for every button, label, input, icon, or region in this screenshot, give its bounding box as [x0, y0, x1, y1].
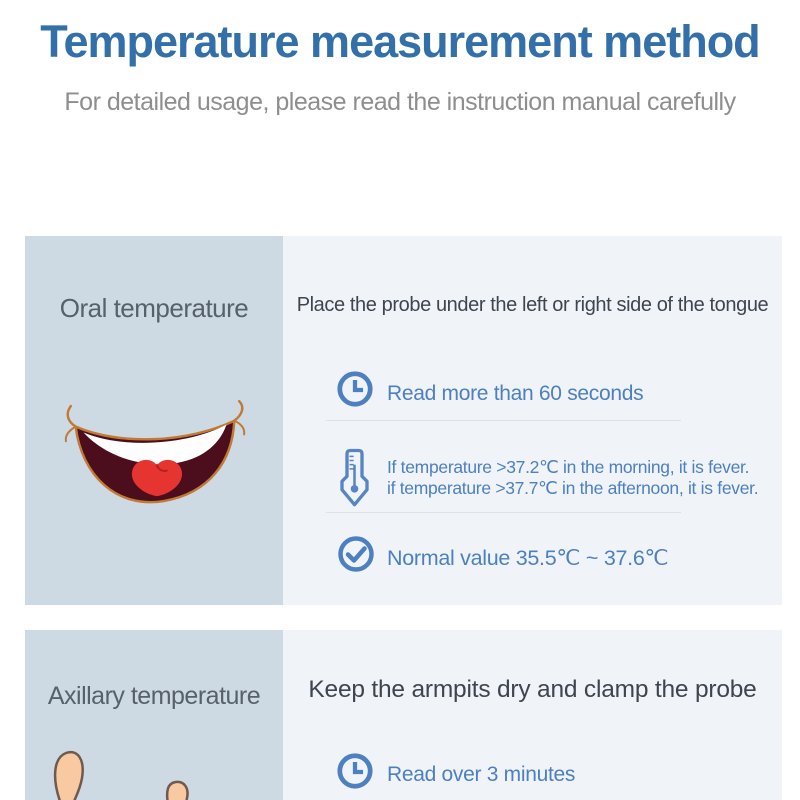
oral-instructions-panel	[283, 236, 782, 605]
axillary-tip-read-time: Read over 3 minutes	[387, 763, 576, 786]
section-axillary-temperature	[25, 630, 782, 800]
page-title: Temperature measurement method	[40, 16, 760, 67]
clock-icon	[336, 370, 374, 408]
oral-label-panel	[25, 236, 283, 605]
clock-icon	[336, 752, 374, 790]
thermometer-icon	[336, 448, 373, 508]
divider	[326, 420, 681, 421]
oral-tip-fever	[387, 457, 758, 499]
oral-panel-title: Oral temperature	[59, 293, 249, 323]
axillary-panel-title: Axillary temperature	[47, 682, 261, 710]
page-subtitle: For detailed usage, please read the instruction manual carefully	[64, 88, 736, 116]
oral-tip-read-time: Read more than 60 seconds	[387, 382, 644, 405]
axillary-instructions-panel	[283, 630, 782, 800]
open-mouth-illustration	[62, 399, 248, 513]
fingers-illustration	[25, 738, 283, 800]
axillary-heading: Keep the armpits dry and clamp the probe	[308, 676, 757, 703]
section-oral-temperature	[25, 236, 782, 605]
oral-heading: Place the probe under the left or right side of the tongue	[296, 294, 769, 316]
check-circle-icon	[336, 534, 376, 574]
fever-line-morning: If temperature >37.2℃ in the morning, it is fever.	[387, 457, 750, 477]
oral-tip-normal-value: Normal value 35.5℃ ~ 37.6℃	[387, 546, 669, 570]
fever-line-afternoon: if temperature >37.7℃ in the afternoon, it is fever.	[387, 478, 759, 498]
divider	[326, 512, 681, 513]
axillary-label-panel	[25, 630, 283, 800]
